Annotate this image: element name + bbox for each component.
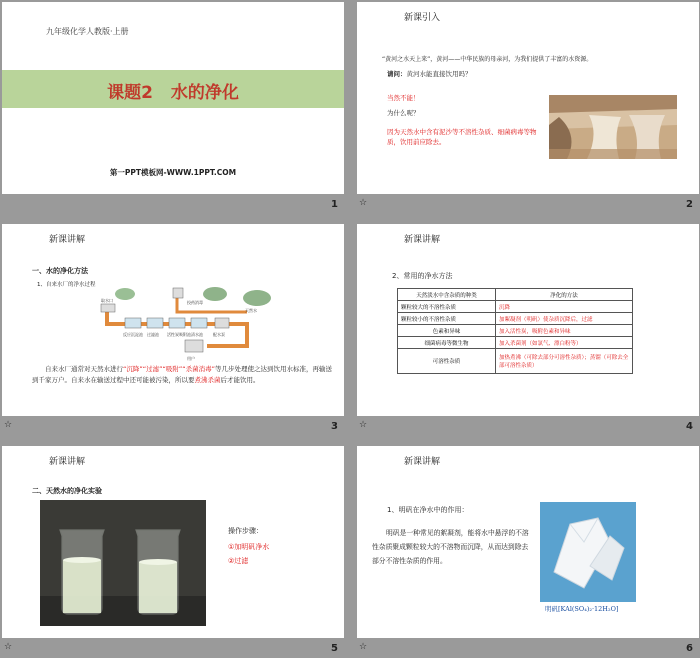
section-title: 新课讲解	[49, 457, 86, 467]
label-disinfect: 投药消毒	[187, 300, 203, 305]
water-treatment-diagram	[97, 284, 277, 364]
slide-5-footer	[2, 640, 344, 658]
label-clearwater: 清水池	[191, 332, 203, 337]
slide-4-thumbnail[interactable]	[357, 224, 699, 416]
question-body: 黄河水能直接饮用吗？	[406, 70, 472, 78]
para-start: 自来水厂通常对天然水进行	[45, 365, 123, 373]
slide-number: 4	[686, 421, 693, 432]
heading-1: 二、天然水的净化实验	[32, 487, 102, 495]
section-title: 新课讲解	[404, 457, 441, 467]
title-main: 水的净化	[170, 83, 239, 103]
slide-number: 2	[686, 199, 693, 210]
heading-1: 一、水的净化方法	[32, 267, 88, 275]
table-cell: 沉降	[496, 301, 633, 313]
keyword-filter: “过滤”	[142, 365, 163, 373]
alum-paragraph: 明矾是一种常见的絮凝剂，能将水中悬浮的不溶性杂质聚成颗粒较大的不溶物而沉降，从而达到除去部分不溶性杂质的作用。	[372, 529, 529, 565]
slide-3-footer	[2, 418, 344, 436]
heading-2: 1、明矾在净水中的作用：	[387, 506, 469, 514]
table-cell: 细菌病毒等微生物	[398, 337, 496, 349]
grade-label: 九年级化学人教版·上册	[46, 27, 129, 36]
title-prefix: 课题2	[107, 83, 153, 103]
table-row	[398, 337, 633, 349]
reason-text: 因为天然水中含有泥沙等不溶性杂质、细菌病毒等物质，饮用前应除去。	[387, 128, 537, 146]
waterfall-photo	[549, 95, 677, 159]
slide-number: 1	[331, 199, 338, 210]
table-header-row	[398, 289, 633, 301]
slide-number: 6	[686, 643, 693, 654]
beaker-right	[136, 530, 180, 614]
beaker-photo	[40, 500, 206, 626]
keyword-boil: 煮沸杀菌	[194, 376, 221, 384]
step-1: ①加明矾净水	[228, 543, 270, 551]
slide-6-thumbnail[interactable]	[357, 446, 699, 638]
para-mid: 等几步处理使之达到饮用水标准，再输送到千家万户。自来水在输送过程中还可能被污染，所以要	[32, 365, 332, 384]
beaker-left	[60, 530, 104, 614]
keyword-settle: “沉降”	[123, 365, 143, 373]
slide-1-footer	[2, 196, 344, 214]
question-label: 请问：	[387, 70, 407, 78]
slide-3-thumbnail[interactable]	[2, 224, 344, 416]
table-cell: 可溶性杂质	[398, 349, 496, 374]
intro-text: “黄河之水天上来”，黄河——中华民族的母亲河，为我们提供了丰富的水资源。	[382, 56, 593, 63]
slide-number: 5	[331, 643, 338, 654]
label-carbon: 活性炭吸附池	[167, 332, 191, 337]
table-cell: 加絮凝剂（明矾）使杂质沉降后，过滤	[496, 313, 633, 325]
label-sedimentation: 反应沉淀池	[123, 332, 143, 337]
label-pump: 配水泵	[213, 332, 225, 337]
table-row	[398, 313, 633, 325]
process-paragraph	[32, 364, 332, 386]
heading-2: 1、自来水厂的净水过程	[37, 282, 96, 288]
step-2: ②过滤	[228, 557, 249, 565]
heading-2: 2、常用的净水方法	[392, 272, 453, 280]
table-cell: 加入活性炭，吸附色素和异味	[496, 325, 633, 337]
section-title: 新课讲解	[404, 235, 441, 245]
section-title: 新课讲解	[49, 235, 86, 245]
star-icon[interactable]: ☆	[359, 642, 368, 652]
site-label: 第一PPT模板网-WWW.1PPT.COM	[109, 168, 237, 177]
label-filter: 过滤池	[147, 332, 159, 337]
question-text	[387, 69, 472, 79]
alum-crystal-photo	[540, 502, 636, 602]
table-header: 净化的方法	[496, 289, 633, 301]
table-cell: 色素和异味	[398, 325, 496, 337]
slide-2-footer	[357, 196, 699, 214]
keyword-adsorb: “吸附”	[162, 365, 183, 373]
section-title: 新课引入	[404, 13, 441, 23]
table-cell: 颗粒较小的不溶性杂质	[398, 313, 496, 325]
slide-title	[2, 78, 344, 103]
table-row	[398, 325, 633, 337]
star-icon[interactable]: ☆	[4, 642, 13, 652]
answer-text: 当然不能！	[387, 94, 420, 102]
keyword-disinfect: “杀菌消毒”	[182, 365, 215, 373]
star-icon[interactable]: ☆	[359, 420, 368, 430]
star-icon[interactable]: ☆	[359, 198, 368, 208]
table-cell: 加热煮沸（可除去部分可溶性杂质）；蒸馏（可除去全部可溶性杂质）	[496, 349, 633, 374]
star-icon[interactable]: ☆	[4, 420, 13, 430]
why-text: 为什么呢？	[387, 109, 420, 117]
alum-caption: 明矾[KAl(SO₄)₂·12H₂O]	[545, 605, 619, 613]
slide-2-thumbnail[interactable]	[357, 2, 699, 194]
purification-table	[397, 288, 633, 374]
slide-4-footer	[357, 418, 699, 436]
table-header: 天然淡水中含杂质的种类	[398, 289, 496, 301]
slide-5-thumbnail[interactable]	[2, 446, 344, 638]
label-natural-water: 天然水	[245, 308, 257, 313]
slide-6-footer	[357, 640, 699, 658]
label-intake: 取水口	[101, 298, 113, 303]
table-row	[398, 301, 633, 313]
table-cell: 加入杀菌剂（如氯气、漂白粉等）	[496, 337, 633, 349]
table-row	[398, 349, 633, 374]
label-user: 用户	[187, 356, 195, 361]
slide-number: 3	[331, 421, 338, 432]
steps-title: 操作步骤：	[228, 527, 263, 535]
para-end: 后才能饮用。	[220, 376, 260, 384]
table-cell: 颗粒较大的不溶性杂质	[398, 301, 496, 313]
slide-1-thumbnail[interactable]	[2, 2, 344, 194]
